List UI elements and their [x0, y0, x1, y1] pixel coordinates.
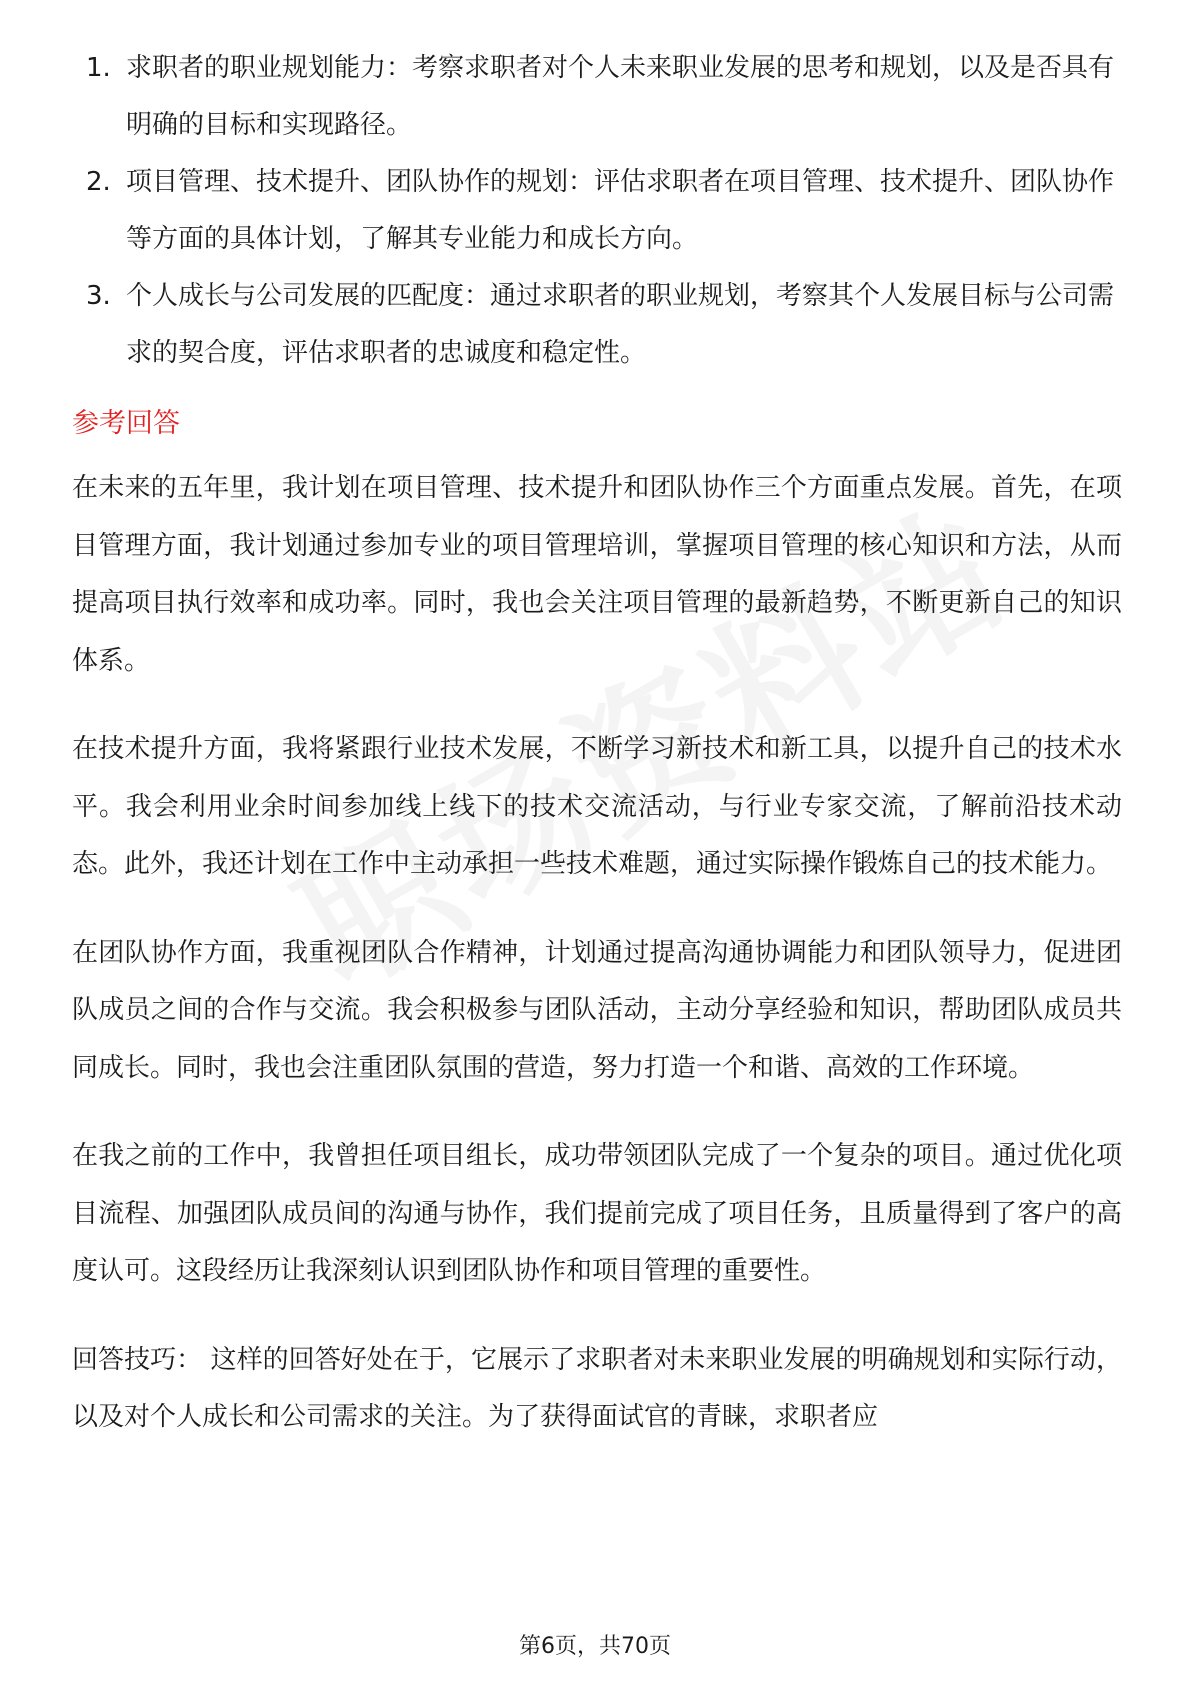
answer-tips-paragraph: 回答技巧： 这样的回答好处在于，它展示了求职者对未来职业发展的明确规划和实际行动，以及对个人成长和公司需求的关注。为了获得面试官的青睐，求职者应 — [72, 1344, 1122, 1432]
evaluation-criteria-list — [72, 40, 1122, 382]
answer-paragraph: 在未来的五年里，我计划在项目管理、技术提升和团队协作三个方面重点发展。首先，在项目管理方面，我计划通过参加专业的项目管理培训，掌握项目管理的核心知识和方法，从而提高项目执行效率和成功率。同时，我也会关注项目管理的最新趋势，不断更新自己的知识体系。 — [72, 473, 1122, 676]
answer-paragraph: 在我之前的工作中，我曾担任项目组长，成功带领团队完成了一个复杂的项目。通过优化项目流程、加强团队成员间的沟通与协作，我们提前完成了项目任务，且质量得到了客户的高度认可。这段经历让我深刻认识到团队协作和项目管理的重要性。 — [72, 1141, 1122, 1286]
list-item — [72, 268, 1122, 382]
list-item-text: 个人成长与公司发展的匹配度：通过求职者的职业规划，考察其个人发展目标与公司需求的契合度，评估求职者的忠诚度和稳定性。 — [126, 281, 1115, 368]
list-item-number: 1. — [86, 53, 111, 83]
page-number-footer: 第6页，共70页 — [519, 1634, 671, 1659]
list-item-text: 求职者的职业规划能力：考察求职者对个人未来职业发展的思考和规划，以及是否具有明确的目标和实现路径。 — [126, 53, 1115, 140]
list-item-number: 2. — [86, 167, 111, 197]
list-item — [72, 154, 1122, 268]
list-item-number: 3. — [86, 281, 111, 311]
reference-answer-heading: 参考回答 — [72, 408, 180, 439]
answer-paragraph: 在团队协作方面，我重视团队合作精神，计划通过提高沟通协调能力和团队领导力，促进团队成员之间的合作与交流。我会积极参与团队活动，主动分享经验和知识，帮助团队成员共同成长。同时，我也会注重团队氛围的营造，努力打造一个和谐、高效的工作环境。 — [72, 937, 1122, 1083]
answer-paragraph: 在技术提升方面，我将紧跟行业技术发展，不断学习新技术和新工具，以提升自己的技术水平。我会利用业余时间参加线上线下的技术交流活动，与行业专家交流，了解前沿技术动态。此外，我还计划在工作中主动承担一些技术难题，通过实际操作锻炼自己的技术能力。 — [72, 734, 1122, 879]
document-page — [72, 40, 1122, 1478]
list-item — [72, 40, 1122, 154]
list-item-text: 项目管理、技术提升、团队协作的规划：评估求职者在项目管理、技术提升、团队协作等方面的具体计划，了解其专业能力和成长方向。 — [126, 167, 1115, 254]
